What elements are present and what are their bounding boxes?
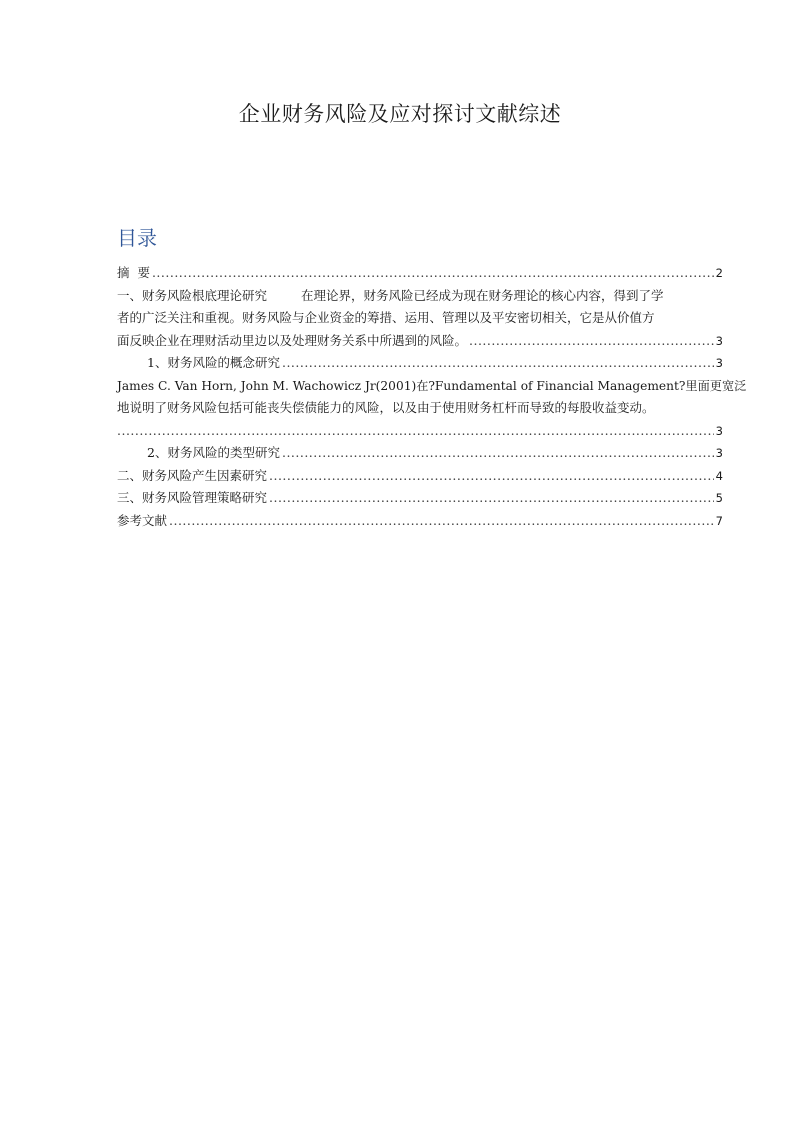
toc-entry-line bbox=[117, 285, 723, 308]
toc-entry-label: 参考文献 bbox=[117, 512, 168, 528]
toc-page-number: 3 bbox=[715, 356, 723, 370]
toc-entry-text: James C. Van Horn, John M. Wachowicz Jr(2001)在?Fundamental of Financial Management?里面更宽泛 bbox=[117, 378, 747, 393]
toc-entry-section2[interactable] bbox=[117, 465, 723, 488]
toc-leader-dots bbox=[269, 465, 714, 488]
toc-page-number: 3 bbox=[715, 446, 723, 460]
toc-entry-section1[interactable] bbox=[117, 285, 723, 353]
document-title: 企业财务风险及应对探讨文献综述 bbox=[238, 102, 562, 126]
toc-entry-abstract[interactable] bbox=[117, 262, 723, 285]
toc-leader-dots bbox=[117, 420, 714, 443]
toc-entry-line bbox=[117, 375, 747, 398]
toc-leader-dots bbox=[469, 330, 714, 353]
toc-entry-label: 二、财务风险产生因素研究 bbox=[117, 467, 268, 483]
toc-leader-dots bbox=[282, 442, 714, 465]
toc-entry-text: 面反映企业在理财活动里边以及处理财务关系中所遇到的风险。 bbox=[117, 332, 468, 348]
toc-entry-text: 地说明了财务风险包括可能丧失偿债能力的风险，以及由于使用财务杠杆而导致的每股收益变动。 bbox=[117, 400, 655, 415]
toc-entry-label: 2、财务风险的类型研究 bbox=[147, 445, 280, 460]
toc-entry-sub1[interactable] bbox=[117, 352, 723, 375]
toc-page-number: 3 bbox=[715, 423, 723, 438]
toc-leader-dots bbox=[152, 262, 714, 285]
toc-entry-label: 1、财务风险的概念研究 bbox=[147, 355, 280, 370]
table-of-contents bbox=[117, 262, 747, 532]
toc-entry-label: 摘 要 bbox=[117, 265, 150, 280]
toc-entry-section3[interactable] bbox=[117, 487, 723, 510]
toc-entry-text: 者的广泛关注和重视。财务风险与企业资金的筹措、运用、管理以及平安密切相关，它是从价值方 bbox=[117, 310, 655, 325]
toc-heading: 目录 bbox=[117, 226, 157, 250]
toc-leader-dots bbox=[282, 352, 714, 375]
toc-page-number: 7 bbox=[715, 513, 723, 528]
toc-leader-dots bbox=[169, 510, 714, 533]
toc-entry-references[interactable] bbox=[117, 510, 723, 533]
toc-leader-dots bbox=[269, 487, 714, 510]
toc-page-number: 2 bbox=[715, 266, 723, 280]
toc-page-number: 3 bbox=[715, 333, 723, 348]
toc-entry-label: 一、财务风险根底理论研究 bbox=[117, 287, 268, 303]
toc-page-number: 5 bbox=[715, 491, 723, 505]
toc-entry-line bbox=[117, 420, 723, 443]
toc-entry-line bbox=[117, 307, 723, 330]
toc-page-number: 4 bbox=[715, 468, 723, 483]
toc-entry-sub2[interactable] bbox=[117, 442, 723, 465]
toc-entry-text: 在理论界，财务风险已经成为现在财务理论的核心内容，得到了学 bbox=[301, 287, 664, 303]
toc-entry-label: 三、财务风险管理策略研究 bbox=[117, 490, 268, 505]
toc-entry-line bbox=[117, 397, 723, 420]
toc-entry-quote[interactable] bbox=[117, 375, 747, 443]
toc-entry-line bbox=[117, 330, 723, 353]
